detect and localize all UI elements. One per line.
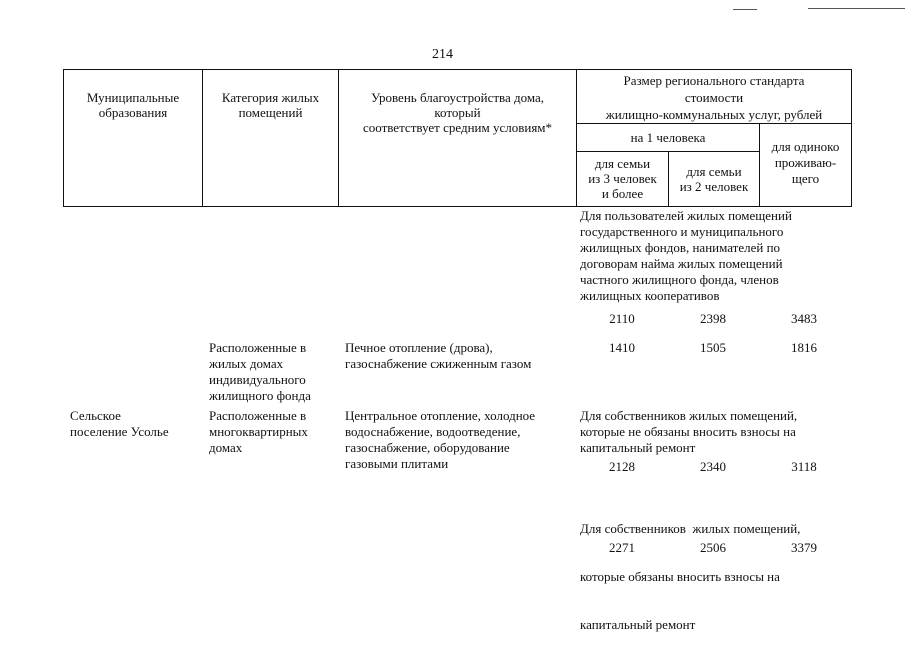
value-family2: 2398 [700,311,726,326]
header-standard-size: Размер регионального стандарта стоимости жилищно-коммунальных услуг, рублей [605,73,823,122]
page-number: 214 [432,47,453,62]
header-municipality: Муниципальные образования [86,90,180,120]
header-family-3: для семьи из 3 человек и более [588,156,657,201]
value-family2: 2506 [700,540,726,555]
group-owners-with-fee-description: Для собственников жилых помещений, которые обязаны вносить взносы на капитальный ремонт [580,521,801,632]
header-family-2: для семьи из 2 человек [679,164,749,194]
municipality-name: Сельское поселение Усолье [70,408,169,439]
comfort-level-stove: Печное отопление (дрова), газоснабжение сжиженным газом [345,340,532,371]
value-family3: 2128 [609,459,635,474]
header-single: для одиноко проживаю- щего [771,139,840,186]
scan-mark [733,9,757,10]
header-per-person: на 1 человека [630,130,706,145]
header-category: Категория жилых помещений [221,90,320,120]
value-single: 1816 [791,340,817,355]
value-family2: 2340 [700,459,726,474]
value-single: 3118 [791,459,817,474]
value-family2: 1505 [700,340,726,355]
category-apartment-buildings: Расположенные в многоквартирных домах [209,408,308,455]
value-single: 3379 [791,540,817,555]
group-owners-no-fee-description: Для собственников жилых помещений, которые не обязаны вносить взносы на капитальный ремонт [580,408,798,455]
value-single: 3483 [791,311,817,326]
header-comfort-level: Уровень благоустройства дома, который соответствует средним условиям* [362,90,553,135]
comfort-level-central: Центральное отопление, холодное водоснабжение, водоотведение, газоснабжение, оборудование газовыми плитами [345,408,536,471]
value-family3: 2271 [609,540,635,555]
group-users-description: Для пользователей жилых помещений государственного и муниципального жилищных фондов, нанимателей по договорам найма жилых помещений частного жилищного фонда, членов жилищных кооперативов [580,208,792,303]
scan-mark [808,8,905,9]
value-family3: 1410 [609,340,635,355]
category-private-houses: Расположенные в жилых домах индивидуального жилищного фонда [209,340,311,403]
value-family3: 2110 [609,311,635,326]
